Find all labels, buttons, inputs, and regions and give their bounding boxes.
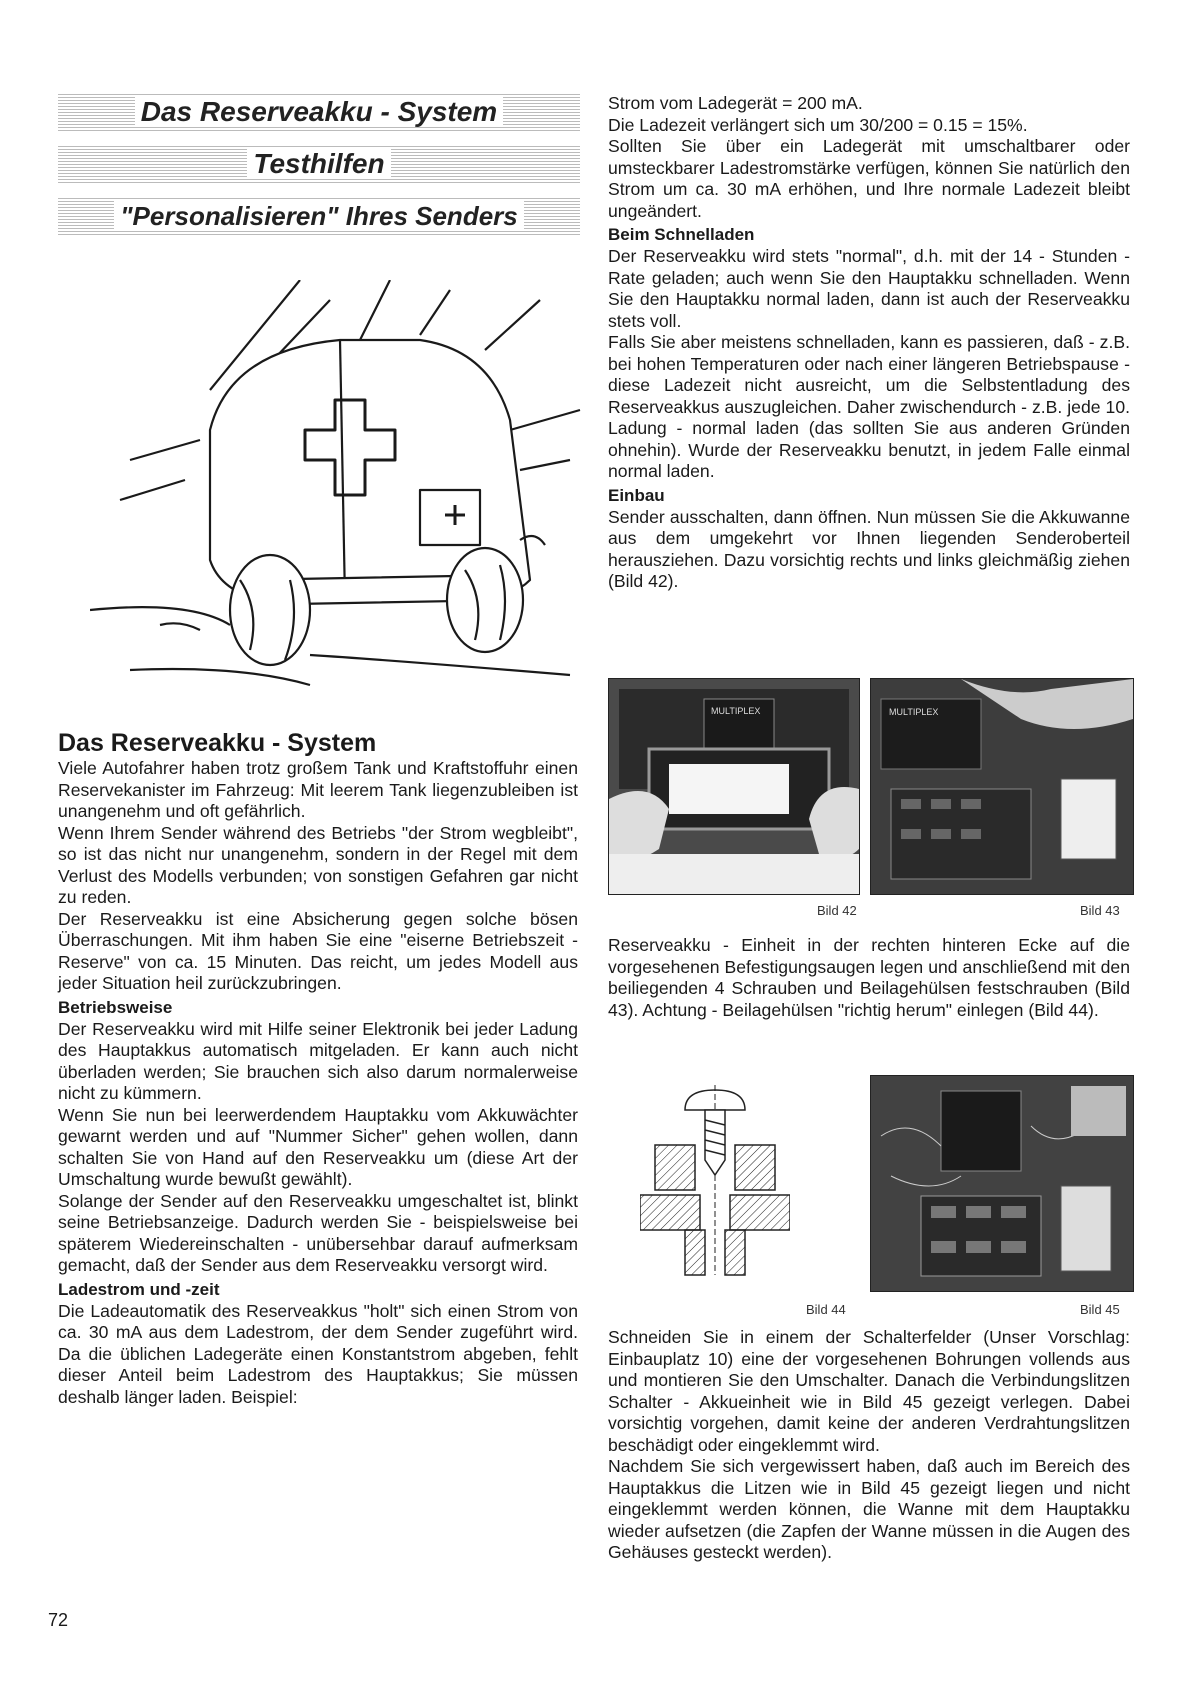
paragraph: Die Ladezeit verlängert sich um 30/200 = 0.15 = 15%. (608, 114, 1028, 135)
banner-title-3: "Personalisieren" Ihres Senders (58, 196, 580, 236)
right-column-bottom (608, 1327, 1130, 1564)
right-column-middle (608, 935, 1130, 1021)
title-banner (58, 88, 580, 248)
cartoon-van-illustration (90, 280, 590, 700)
photo-brand-label: MULTIPLEX (889, 707, 939, 717)
subheading-ladestrom: Ladestrom und -zeit (58, 1279, 220, 1299)
caption-bild-44: Bild 44 (806, 1302, 846, 1317)
paragraph: Wenn Sie nun bei leerwerdendem Hauptakku vom Akkuwächter gewarnt werden und auf "Nummer Sicher" gehen wollen, dann schalten Sie von Hand auf den Reserveakku um (diese Art der Umschaltung wurde bewußt gewählt). (58, 1104, 578, 1189)
paragraph: Nachdem Sie sich vergewissert haben, daß auch im Bereich des Hauptakkus die Litzen wie in Bild 45 gezeigt liegen und nicht eingeklemmt werden können, die Wanne mit dem Hauptakku wieder aufsetzen (die Zapfen der Wanne müssen in die Augen des Gehäuses gesteckt werden). (608, 1456, 1130, 1562)
paragraph: Sollten Sie über ein Ladegerät mit umschaltbarer oder umsteckbarer Ladestromstärke verfügen, können Sie natürlich den Strom um ca. 30 mA erhöhen, und Ihre normale Ladezeit bleibt ungeändert. (608, 136, 1130, 221)
banner-title-2: Testhilfen (58, 144, 580, 184)
paragraph: Sender ausschalten, dann öffnen. Nun müssen Sie die Akkuwanne aus dem umgekehrt vor Ihnen liegenden Senderoberteil herausziehen. Dazu vorsichtig rechts und links gleichmäßig ziehen (Bild 42). (608, 506, 1130, 591)
photo-bild-43 (870, 678, 1134, 895)
paragraph: Die Ladeautomatik des Reserveakkus "holt" sich einen Strom von ca. 30 mA aus dem Ladestrom, der dem Sender zugeführt wird. Da die üblichen Ladegeräte einen Konstantstrom abgeben, fehlt dieser Anteil beim Ladestrom des Hauptakkus; Sie müssen deshalb länger laden. Beispiel: (58, 1300, 578, 1407)
subheading-einbau: Einbau (608, 485, 665, 505)
paragraph: Wenn Ihrem Sender während des Betriebs "der Strom wegbleibt", so ist das nicht nur unangenehm, sondern in der Regel mit dem Verlust des Modells verbunden; von sonstigen Gefahren gar nicht zu reden. (58, 822, 578, 907)
page-number: 72 (48, 1610, 69, 1630)
subheading-schnelladen: Beim Schnelladen (608, 225, 755, 244)
paragraph: Solange der Sender auf den Reserveakku umgeschaltet ist, blinkt seine Betriebsanzeige. Dadurch werden Sie - beispielsweise bei späterem Wiedereinschalten - unübersehbar darauf aufmerksam gemacht, daß der Sender aus dem Reserveakku versorgt wird. (58, 1190, 578, 1275)
caption-bild-45: Bild 45 (1080, 1302, 1120, 1317)
paragraph: Der Reserveakku wird mit Hilfe seiner Elektronik bei jeder Ladung des Hauptakkus automatisch mitgeladen. Er kann auch nicht überladen werden; Sie brauchen sich also darum normalerweise nicht zu kümmern. (58, 1018, 578, 1103)
photo-brand-label: MULTIPLEX (711, 706, 761, 716)
paragraph: Strom vom Ladegerät = 200 mA. (608, 93, 863, 113)
photo-bild-42 (608, 678, 860, 895)
paragraph: Der Reserveakku wird stets "normal", d.h. mit der 14 - Stunden - Rate geladen; auch wenn Sie den Hauptakku schnelladen. Wenn Sie den Hauptakku normal laden, dann ist auch der Reserveakku stets voll. (608, 246, 1130, 331)
banner-title-1: Das Reserveakku - System (58, 92, 580, 132)
subheading-betriebsweise: Betriebsweise (58, 997, 173, 1017)
caption-bild-42: Bild 42 (817, 903, 857, 918)
paragraph: Schneiden Sie in einem der Schalterfelder (Unser Vorschlag: Einbauplatz 10) eine der vorgesehenen Bohrungen vollends aus und montieren Sie den Umschalter. Danach die Verbindungslitzen Schalter - Akkueinheit wie in Bild 45 gezeigt verlegen. Dabei vorsichtig vorgehen, damit keine der anderen Verdrahtungslitzen beschädigt oder eingeklemmt wird. (608, 1327, 1130, 1455)
section-heading: Das Reserveakku - System (58, 729, 377, 757)
paragraph: Reserveakku - Einheit in der rechten hinteren Ecke auf die vorgesehenen Befestigungsaugen legen und anschließend mit den beiliegenden 4 Schrauben und Beilagehülsen festschrauben (Bild 43). Achtung - Beilagehülsen "richtig herum" einlegen (Bild 44). (608, 935, 1130, 1020)
diagram-bild-44-screw (640, 1080, 790, 1280)
left-column (58, 728, 578, 1408)
caption-bild-43: Bild 43 (1080, 903, 1120, 918)
paragraph: Falls Sie aber meistens schnelladen, kann es passieren, daß - z.B. bei hohen Temperaturen oder nach einer längeren Betriebspause - diese Ladezeit nicht ausreicht, um die Selbstentladung des Reserveakkus auszugleichen. Daher zwischendurch - z.B. jede 10. Ladung - normal laden (das sollten Sie aus anderen Gründen ohnehin). Wurde der Reserveakku benutzt, in jedem Falle einmal normal laden. (608, 332, 1130, 481)
paragraph: Viele Autofahrer haben trotz großem Tank und Kraftstoffuhr einen Reservekanister im Fahrzeug: Mit leerem Tank liegenzubleiben ist unangenehm und oft gefährlich. (58, 758, 578, 821)
right-column-top (608, 93, 1130, 593)
photo-bild-45 (870, 1075, 1134, 1292)
paragraph: Der Reserveakku ist eine Absicherung gegen solche bösen Überraschungen. Mit ihm haben Sie eine "eiserne Betriebszeit - Reserve" von ca. 15 Minuten. Das reicht, um jedes Modell aus jeder Situation heil zurückzubringen. (58, 908, 578, 993)
